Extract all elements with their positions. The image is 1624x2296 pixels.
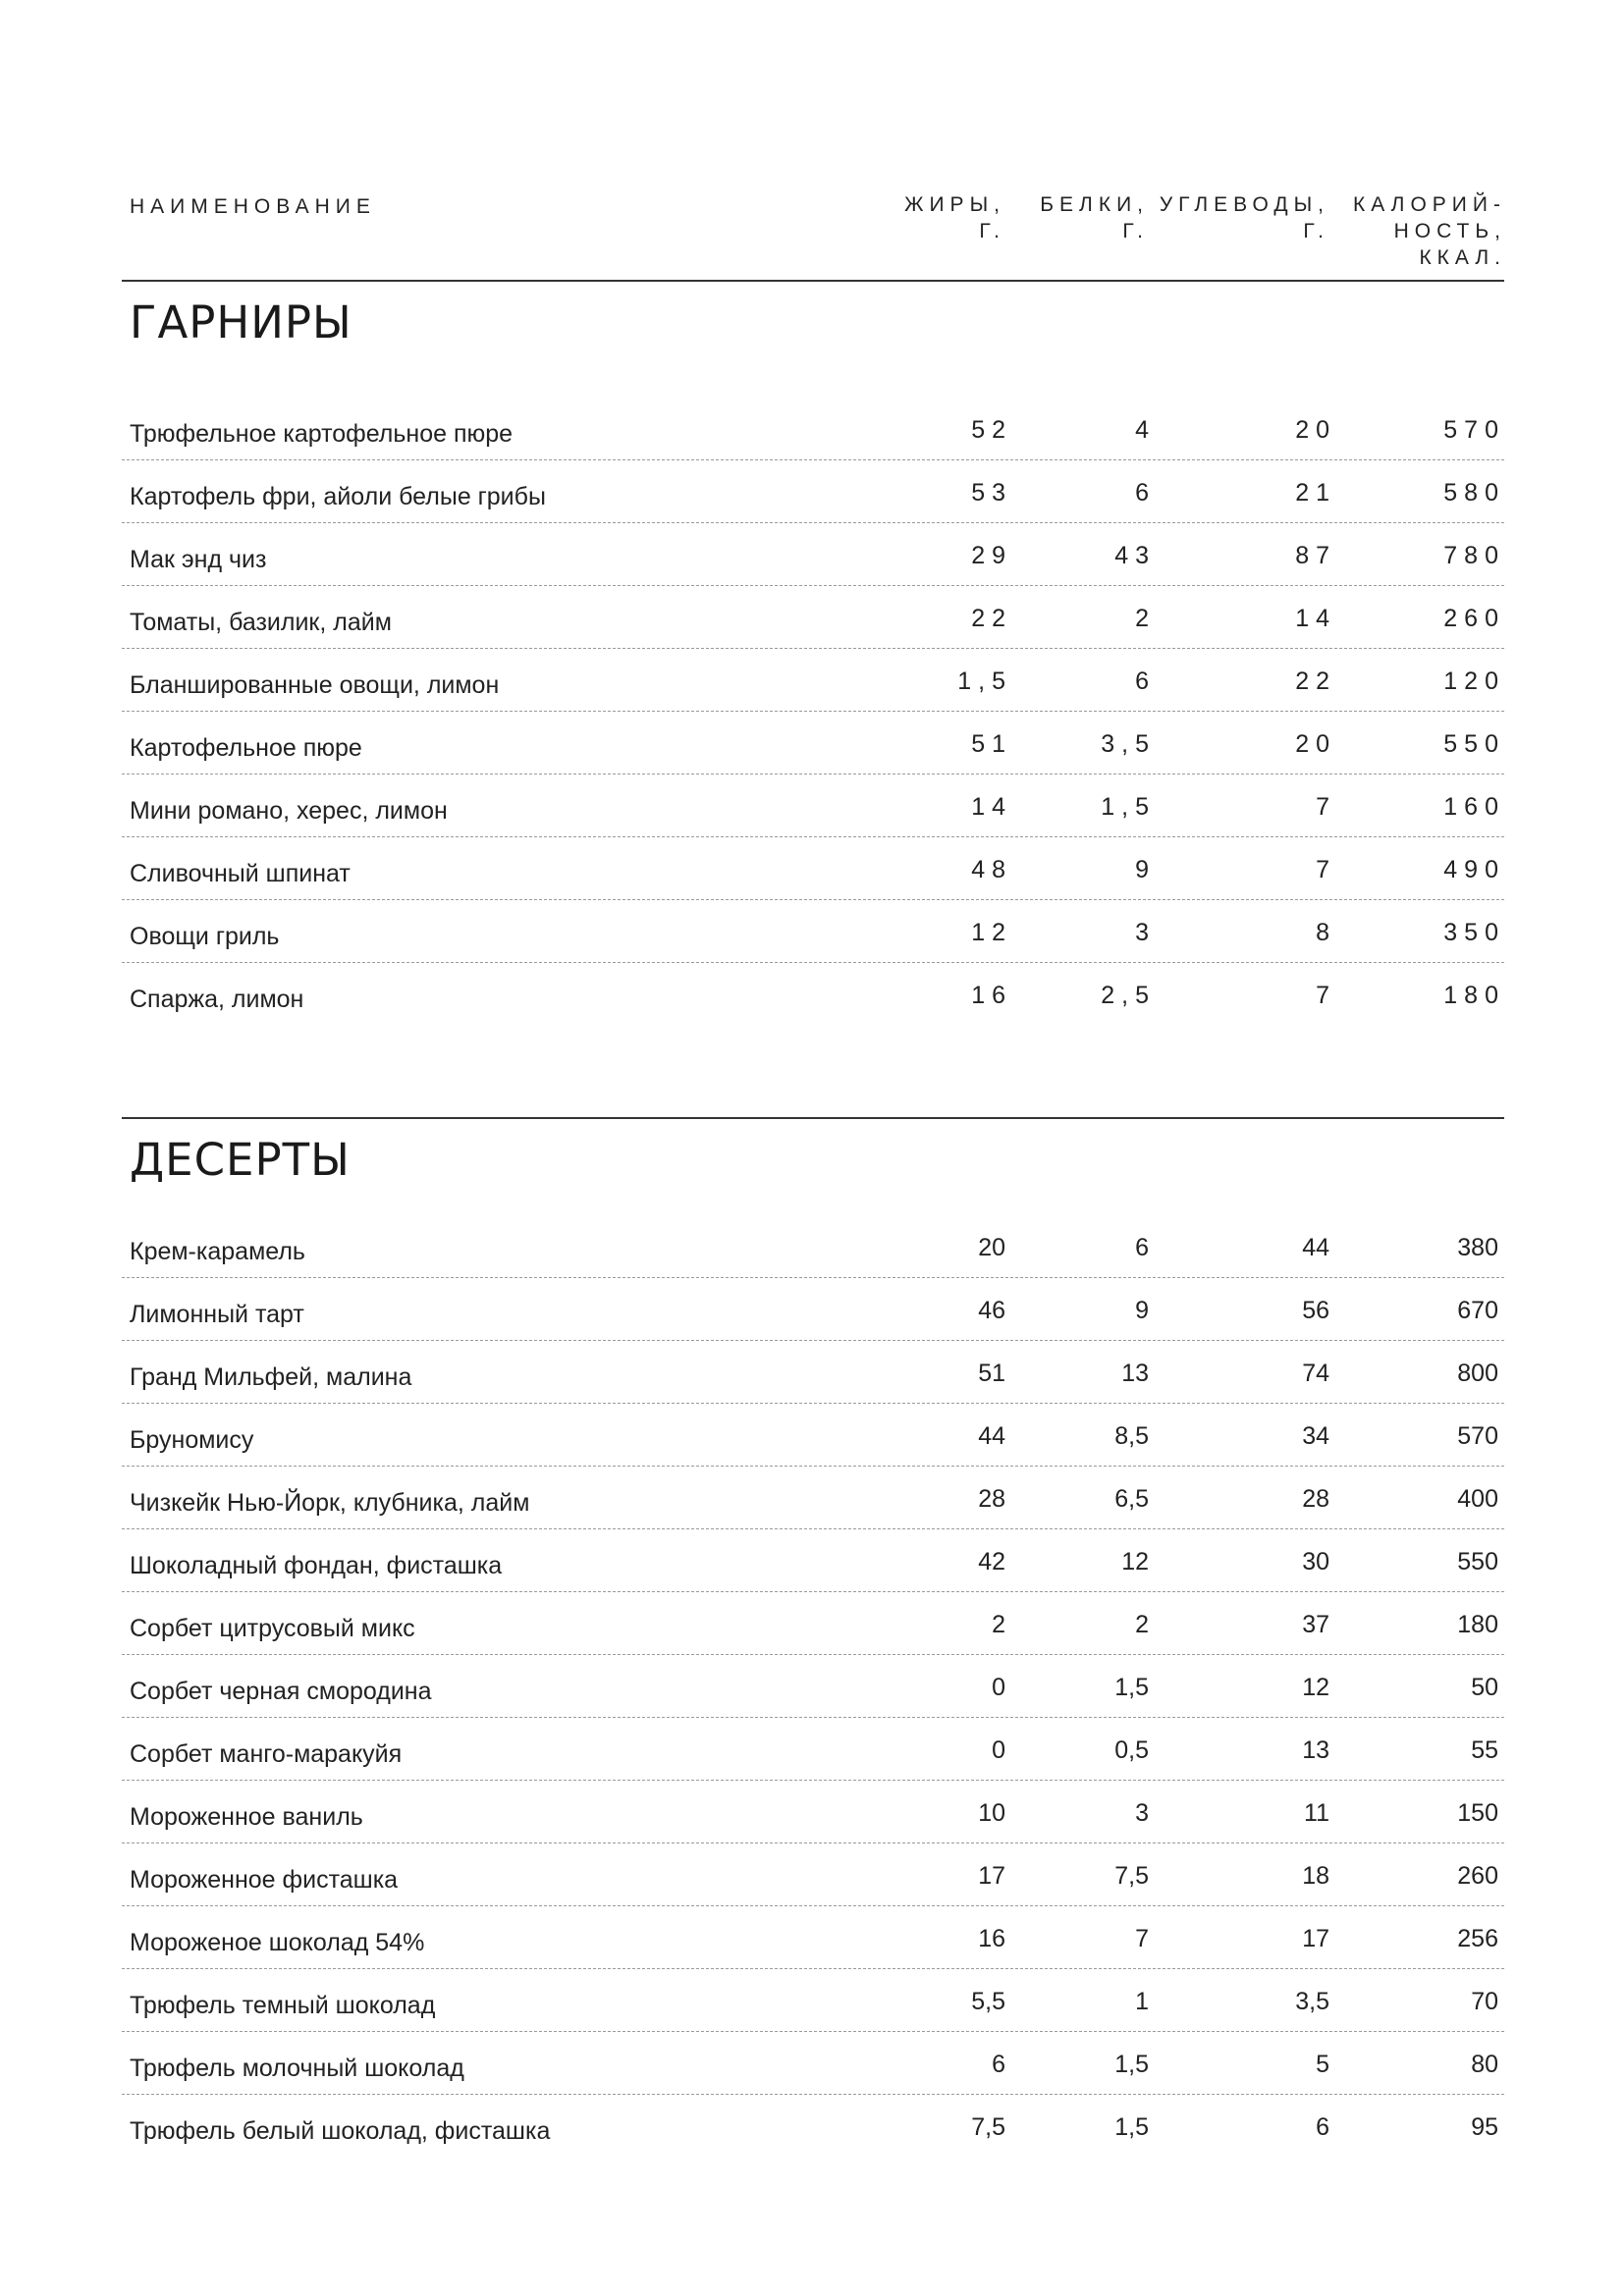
item-name: Гранд Мильфей, малина	[130, 1363, 412, 1391]
table-row	[122, 523, 1504, 586]
item-name: Томаты, базилик, лайм	[130, 609, 392, 636]
fat-value: 29	[971, 542, 1012, 569]
calories-value: 570	[1457, 1422, 1498, 1450]
table-row	[122, 586, 1504, 649]
calories-value: 55	[1471, 1736, 1498, 1764]
table-row	[122, 1341, 1504, 1404]
fat-value: 5,5	[971, 1988, 1005, 2015]
calories-value: 400	[1457, 1485, 1498, 1513]
carbs-value: 30	[1302, 1548, 1329, 1575]
table-row	[122, 460, 1504, 523]
protein-value: 6,5	[1114, 1485, 1149, 1513]
protein-value: 6	[1135, 667, 1156, 695]
table-row	[122, 1278, 1504, 1341]
item-name: Бруномису	[130, 1426, 254, 1454]
item-name: Трюфель темный шоколад	[130, 1992, 436, 2019]
calories-value: 70	[1471, 1988, 1498, 2015]
fat-value: 6	[992, 2051, 1005, 2078]
calories-value: 550	[1457, 1548, 1498, 1575]
item-name: Сорбет манго-маракуйя	[130, 1740, 403, 1768]
fat-value: 46	[978, 1297, 1005, 1324]
section-divider	[122, 1117, 1504, 1119]
calories-value: 150	[1457, 1799, 1498, 1827]
item-name: Картофель фри, айоли белые грибы	[130, 483, 546, 510]
item-name: Трюфель молочный шоколад	[130, 2055, 464, 2082]
calories-value: 180	[1443, 982, 1505, 1009]
item-name: Овощи гриль	[130, 923, 280, 950]
fat-value: 16	[978, 1925, 1005, 1952]
protein-value: 8,5	[1114, 1422, 1149, 1450]
carbs-value: 8	[1316, 919, 1336, 946]
protein-value: 9	[1135, 856, 1156, 883]
fat-value: 16	[971, 982, 1012, 1009]
carbs-value: 56	[1302, 1297, 1329, 1324]
carbs-value: 12	[1302, 1674, 1329, 1701]
item-name: Сливочный шпинат	[130, 860, 351, 887]
item-name: Трюфель белый шоколад, фисташка	[130, 2117, 551, 2145]
item-name: Мороженое шоколад 54%	[130, 1929, 425, 1956]
table-row	[122, 963, 1504, 1026]
calories-value: 550	[1443, 730, 1505, 758]
calories-value: 95	[1471, 2113, 1498, 2141]
carbs-value: 7	[1316, 856, 1336, 883]
carbs-value: 13	[1302, 1736, 1329, 1764]
carbs-value: 6	[1316, 2113, 1329, 2141]
protein-value: 1,5	[1114, 1674, 1149, 1701]
calories-value: 380	[1457, 1234, 1498, 1261]
item-name: Сорбет черная смородина	[130, 1678, 432, 1705]
fat-value: 20	[978, 1234, 1005, 1261]
fat-value: 53	[971, 479, 1012, 507]
item-name: Мини романо, херес, лимон	[130, 797, 448, 825]
fat-value: 14	[971, 793, 1012, 821]
header-calories: КАЛОРИЙ- НОСТЬ, ККАЛ.	[1352, 193, 1506, 269]
item-name: Картофельное пюре	[130, 734, 362, 762]
table-row	[122, 1906, 1504, 1969]
carbs-value: 5	[1316, 2051, 1329, 2078]
header-protein: БЕЛКИ, Г.	[1040, 193, 1149, 242]
table-row	[122, 1529, 1504, 1592]
fat-value: 44	[978, 1422, 1005, 1450]
protein-value: 1	[1135, 1988, 1149, 2015]
protein-value: 4	[1135, 416, 1156, 444]
protein-value: 2,5	[1101, 982, 1156, 1009]
fat-value: 51	[978, 1360, 1005, 1387]
calories-value: 260	[1443, 605, 1505, 632]
carbs-value: 28	[1302, 1485, 1329, 1513]
protein-value: 12	[1121, 1548, 1149, 1575]
carbs-value: 14	[1295, 605, 1336, 632]
section-title-desserts: ДЕСЕРТЫ	[130, 1134, 351, 1186]
carbs-value: 44	[1302, 1234, 1329, 1261]
carbs-value: 20	[1295, 730, 1336, 758]
table-row	[122, 2032, 1504, 2095]
calories-value: 260	[1457, 1862, 1498, 1890]
protein-value: 1,5	[1114, 2051, 1149, 2078]
protein-value: 3	[1135, 919, 1156, 946]
table-row	[122, 1404, 1504, 1467]
item-name: Спаржа, лимон	[130, 986, 304, 1013]
carbs-value: 74	[1302, 1360, 1329, 1387]
table-row	[122, 2095, 1504, 2158]
protein-value: 2	[1135, 605, 1156, 632]
carbs-value: 18	[1302, 1862, 1329, 1890]
header-name: НАИМЕНОВАНИЕ	[130, 195, 376, 218]
table-row	[122, 1969, 1504, 2032]
item-name: Мак энд чиз	[130, 546, 267, 573]
table-row	[122, 900, 1504, 963]
carbs-value: 11	[1304, 1799, 1329, 1827]
item-name: Крем-карамель	[130, 1238, 305, 1265]
calories-value: 160	[1443, 793, 1505, 821]
section-title-sides: ГАРНИРЫ	[130, 296, 352, 348]
protein-value: 1,5	[1114, 2113, 1149, 2141]
carbs-value: 37	[1302, 1611, 1329, 1638]
calories-value: 490	[1443, 856, 1505, 883]
calories-value: 350	[1443, 919, 1505, 946]
item-name: Шоколадный фондан, фисташка	[130, 1552, 503, 1579]
fat-value: 0	[992, 1674, 1005, 1701]
table-row	[122, 649, 1504, 712]
protein-value: 6	[1135, 1234, 1149, 1261]
carbs-value: 7	[1316, 793, 1336, 821]
protein-value: 9	[1135, 1297, 1149, 1324]
calories-value: 780	[1443, 542, 1505, 569]
item-name: Мороженное ваниль	[130, 1803, 363, 1831]
carbs-value: 17	[1302, 1925, 1329, 1952]
protein-value: 7,5	[1114, 1862, 1149, 1890]
item-name: Лимонный тарт	[130, 1301, 304, 1328]
sides-rows	[122, 398, 1504, 1026]
table-row	[122, 1781, 1504, 1843]
protein-value: 43	[1114, 542, 1156, 569]
calories-value: 256	[1457, 1925, 1498, 1952]
fat-value: 1,5	[957, 667, 1012, 695]
protein-value: 0,5	[1114, 1736, 1149, 1764]
carbs-value: 87	[1295, 542, 1336, 569]
protein-value: 2	[1135, 1611, 1149, 1638]
desserts-rows	[122, 1215, 1504, 2158]
calories-value: 80	[1471, 2051, 1498, 2078]
fat-value: 7,5	[971, 2113, 1005, 2141]
calories-value: 570	[1443, 416, 1505, 444]
calories-value: 50	[1471, 1674, 1498, 1701]
fat-value: 52	[971, 416, 1012, 444]
table-row	[122, 398, 1504, 460]
fat-value: 28	[978, 1485, 1005, 1513]
carbs-value: 20	[1295, 416, 1336, 444]
fat-value: 10	[978, 1799, 1005, 1827]
table-row	[122, 1718, 1504, 1781]
carbs-value: 34	[1302, 1422, 1329, 1450]
fat-value: 12	[971, 919, 1012, 946]
protein-value: 7	[1135, 1925, 1149, 1952]
calories-value: 670	[1457, 1297, 1498, 1324]
fat-value: 0	[992, 1736, 1005, 1764]
table-row	[122, 774, 1504, 837]
calories-value: 120	[1443, 667, 1505, 695]
table-row	[122, 1592, 1504, 1655]
protein-value: 3	[1135, 1799, 1149, 1827]
protein-value: 1,5	[1101, 793, 1156, 821]
table-row	[122, 1843, 1504, 1906]
header-fat: ЖИРЫ, Г.	[904, 193, 1005, 242]
calories-value: 180	[1457, 1611, 1498, 1638]
table-row	[122, 1215, 1504, 1278]
fat-value: 22	[971, 605, 1012, 632]
protein-value: 13	[1121, 1360, 1149, 1387]
item-name: Чизкейк Нью-Йорк, клубника, лайм	[130, 1489, 530, 1517]
carbs-value: 7	[1316, 982, 1336, 1009]
carbs-value: 21	[1295, 479, 1336, 507]
fat-value: 17	[978, 1862, 1005, 1890]
calories-value: 800	[1457, 1360, 1498, 1387]
table-row	[122, 1467, 1504, 1529]
item-name: Мороженное фисташка	[130, 1866, 399, 1894]
carbs-value: 3,5	[1295, 1988, 1329, 2015]
protein-value: 6	[1135, 479, 1156, 507]
fat-value: 42	[978, 1548, 1005, 1575]
fat-value: 51	[971, 730, 1012, 758]
table-header	[122, 191, 1504, 282]
fat-value: 48	[971, 856, 1012, 883]
item-name: Бланшированные овощи, лимон	[130, 671, 500, 699]
item-name: Сорбет цитрусовый микс	[130, 1615, 415, 1642]
carbs-value: 22	[1295, 667, 1336, 695]
calories-value: 580	[1443, 479, 1505, 507]
protein-value: 3,5	[1101, 730, 1156, 758]
item-name: Трюфельное картофельное пюре	[130, 420, 514, 448]
header-carbs: УГЛЕВОДЫ, Г.	[1159, 193, 1329, 242]
fat-value: 2	[992, 1611, 1005, 1638]
table-row	[122, 712, 1504, 774]
table-row	[122, 837, 1504, 900]
table-row	[122, 1655, 1504, 1718]
